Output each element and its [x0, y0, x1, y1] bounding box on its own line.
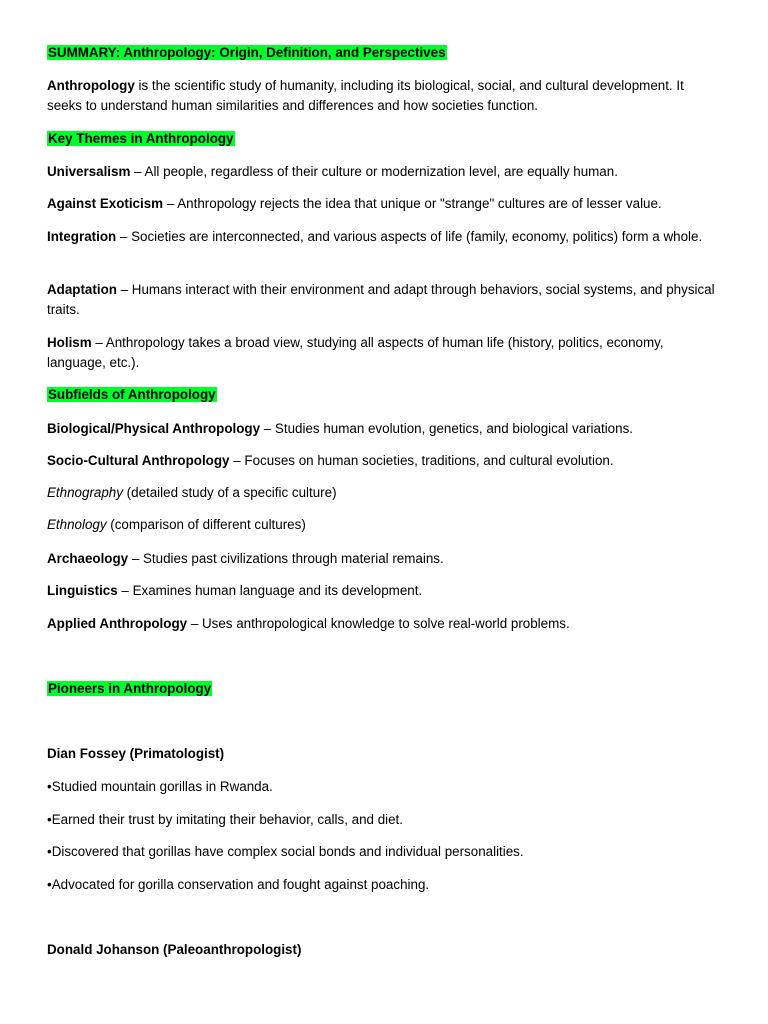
subfield-text: – Studies human evolution, genetics, and biological variations. — [260, 421, 633, 436]
theme-text: – Societies are interconnected, and various aspects of life (family, economy, politics) form a whole. — [116, 229, 703, 244]
subfield-term: Linguistics — [47, 583, 118, 598]
subfield-biological — [47, 419, 719, 439]
subfield-applied — [47, 614, 719, 634]
intro-paragraph — [47, 76, 719, 116]
subfield-text: – Studies past civilizations through material remains. — [128, 551, 444, 566]
subfield-term: Socio-Cultural Anthropology — [47, 453, 230, 468]
intro-term: Anthropology — [47, 78, 135, 93]
document-title: SUMMARY: Anthropology: Origin, Definition, and Perspectives — [48, 45, 446, 60]
fossey-bullet: •Studied mountain gorillas in Rwanda. — [47, 779, 273, 794]
fossey-bullet: •Earned their trust by imitating their behavior, calls, and diet. — [47, 812, 404, 827]
theme-holism — [47, 333, 719, 373]
key-themes-heading-line — [47, 129, 719, 149]
theme-term: Against Exoticism — [47, 196, 164, 211]
subfield-text: – Focuses on human societies, traditions, and cultural evolution. — [229, 453, 614, 468]
theme-text: – Humans interact with their environment and adapt through behaviors, social systems, and physical traits. — [47, 282, 715, 317]
intro-text: is the scientific study of humanity, including its biological, social, and cultural development. It seeks to understand human similarities and differences and how societies function. — [47, 78, 684, 113]
subfields-heading: Subfields of Anthropology — [48, 387, 216, 402]
theme-universalism — [47, 162, 719, 182]
subfield-term: Ethnology — [47, 517, 107, 532]
subfields-heading-line — [47, 385, 719, 405]
pioneers-heading: Pioneers in Anthropology — [48, 681, 212, 696]
subfield-ethnology — [47, 515, 719, 535]
theme-against-exoticism — [47, 194, 719, 214]
subfield-term: Applied Anthropology — [47, 616, 188, 631]
subfield-text: (detailed study of a specific culture) — [122, 485, 337, 500]
theme-term: Holism — [47, 335, 92, 350]
subfield-text: – Uses anthropological knowledge to solve real-world problems. — [187, 616, 570, 631]
subfield-term: Archaeology — [47, 551, 129, 566]
theme-term: Adaptation — [47, 282, 117, 297]
theme-text: – All people, regardless of their culture or modernization level, are equally human. — [130, 164, 618, 179]
theme-text: – Anthropology rejects the idea that unique or "strange" cultures are of lesser value. — [163, 196, 662, 211]
subfield-term: Ethnography — [47, 485, 123, 500]
fossey-bullet: •Advocated for gorilla conservation and fought against poaching. — [47, 877, 430, 892]
key-themes-heading: Key Themes in Anthropology — [48, 131, 234, 146]
theme-term: Universalism — [47, 164, 131, 179]
fossey-bullet: •Discovered that gorillas have complex social bonds and individual personalities. — [47, 844, 524, 859]
pioneer-fossey-name: Dian Fossey (Primatologist) — [47, 746, 225, 761]
theme-adaptation — [47, 280, 719, 320]
subfield-socio-cultural — [47, 451, 719, 471]
pioneers-heading-line — [47, 679, 719, 699]
theme-text: – Anthropology takes a broad view, studying all aspects of human life (history, politics, economy, language, etc.). — [47, 335, 664, 370]
pioneer-johanson-name: Donald Johanson (Paleoanthropologist) — [47, 942, 302, 957]
document-title-line — [47, 43, 719, 63]
subfield-linguistics — [47, 581, 719, 601]
subfield-archaeology — [47, 549, 719, 569]
subfield-ethnography — [47, 483, 719, 503]
subfield-text: – Examines human language and its development. — [117, 583, 423, 598]
subfield-term: Biological/Physical Anthropology — [47, 421, 261, 436]
theme-integration — [47, 227, 719, 247]
subfield-text: (comparison of different cultures) — [106, 517, 306, 532]
theme-term: Integration — [47, 229, 117, 244]
